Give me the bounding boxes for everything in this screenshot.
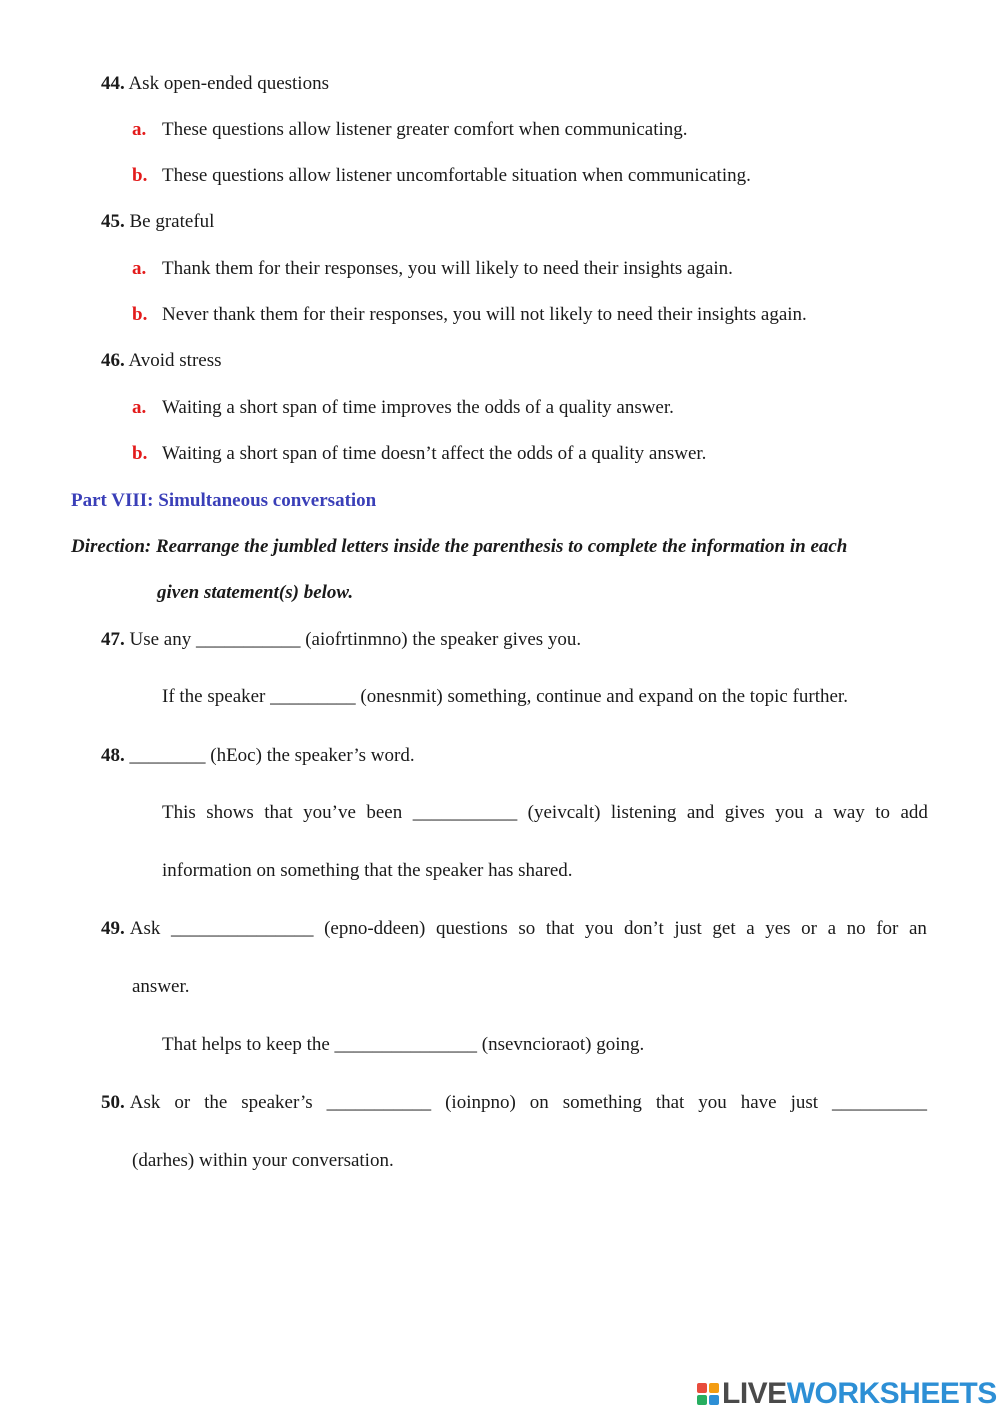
word: _______________ [170,918,314,939]
question-text: Be grateful [129,211,215,232]
logo-text [722,1377,997,1411]
question-number: 44. [101,73,125,94]
word: you [775,802,804,823]
logo-square [709,1383,719,1393]
direction-line-2: given statement(s) below. [157,582,354,603]
direction-line-1: Direction: Rearrange the jumbled letters inside the parenthesis to complete the information in each [71,536,848,557]
question-text: Use any ___________ (aiofrtinmno) the speaker gives you. [129,629,582,650]
option-text: Waiting a short span of time improves the odds of a quality answer. [162,397,674,418]
option-45a[interactable] [132,257,733,281]
question-text: Ask open-ended questions [128,73,329,94]
word: that [264,802,293,823]
option-44b[interactable] [132,164,751,188]
word: don’t [624,918,664,939]
word: that [545,918,575,939]
option-letter: b. [132,304,148,325]
question-number: 49. [101,918,125,939]
option-46b[interactable] [132,442,706,466]
logo-square [697,1395,707,1405]
word: just [790,1092,819,1113]
logo-text-live: LIVE [722,1377,787,1410]
question-50 [101,1091,927,1115]
word: questions [435,918,508,939]
word: on [529,1092,549,1113]
word: or [174,1092,191,1113]
logo-square [709,1395,719,1405]
word: something [562,1092,642,1113]
question-number: 47. [101,629,125,650]
question-number: 48. [101,745,125,766]
option-text: These questions allow listener greater comfort when communicating. [162,119,688,140]
word: and [686,802,715,823]
word: yes [765,918,791,939]
question-48 [101,744,415,768]
word: you [698,1092,727,1113]
question-words [130,1091,927,1115]
word: an [908,918,927,939]
word: that [655,1092,685,1113]
question-46 [101,349,222,373]
liveworksheets-logo [697,1378,997,1410]
option-45b[interactable] [132,303,807,327]
word: get [712,918,736,939]
word: shows [206,802,254,823]
question-text: Avoid stress [128,350,222,371]
word: no [846,918,866,939]
option-text: Thank them for their responses, you will likely to need their insights again. [162,258,733,279]
word: a [827,918,837,939]
word: speaker’s [241,1092,313,1113]
option-letter: a. [132,258,147,279]
word: or [801,918,817,939]
option-text: These questions allow listener uncomfortable situation when communicating. [162,165,751,186]
word: ___________ [326,1092,432,1113]
question-49 [101,917,927,941]
question-48-subline [162,801,928,825]
question-text: ________ (hEoc) the speaker’s word. [129,745,415,766]
question-49-subline: That helps to keep the _______________ (nsevncioraot) going. [162,1034,645,1055]
option-46a[interactable] [132,396,674,420]
question-49-continued: answer. [132,976,190,997]
word: way [833,802,865,823]
word: gives [724,802,765,823]
word: (yeivcalt) [527,802,601,823]
word: been [366,802,403,823]
question-number: 50. [101,1092,125,1113]
logo-text-worksheets: WORKSHEETS [786,1377,997,1410]
word: add [900,802,928,823]
option-text: Waiting a short span of time doesn’t affect the odds of a quality answer. [162,443,707,464]
word: a [814,802,823,823]
word: This [162,802,196,823]
word: ___________ [412,802,518,823]
question-47-subline: If the speaker _________ (onesnmit) something, continue and expand on the topic further. [162,686,848,707]
option-letter: b. [132,165,148,186]
question-number: 46. [101,350,125,371]
option-letter: a. [132,119,147,140]
option-letter: a. [132,397,147,418]
option-text: Never thank them for their responses, you will not likely to need their insights again. [162,304,807,325]
word: have [740,1092,777,1113]
word: you [584,918,614,939]
word: to [875,802,890,823]
part-title: Part VIII: Simultaneous conversation [71,490,377,511]
question-48-subline-2: information on something that the speaker has shared. [162,860,573,881]
word: a [746,918,755,939]
word: the [204,1092,228,1113]
word: (epno-ddeen) [324,918,426,939]
word: Ask [129,1092,161,1113]
question-47 [101,628,581,652]
option-letter: b. [132,443,148,464]
word: for [876,918,899,939]
question-words [130,917,927,941]
word: you’ve [303,802,356,823]
option-44a[interactable] [132,118,688,142]
word: just [674,918,702,939]
word: __________ [831,1092,927,1113]
word: listening [610,802,677,823]
word: so [518,918,536,939]
word: Ask [129,918,161,939]
question-45 [101,210,214,234]
word: (ioinpno) [445,1092,516,1113]
question-number: 45. [101,211,125,232]
question-44 [101,72,329,96]
logo-grid-icon [697,1383,719,1405]
logo-square [697,1383,707,1393]
question-50-continued: (darhes) within your conversation. [132,1150,394,1171]
